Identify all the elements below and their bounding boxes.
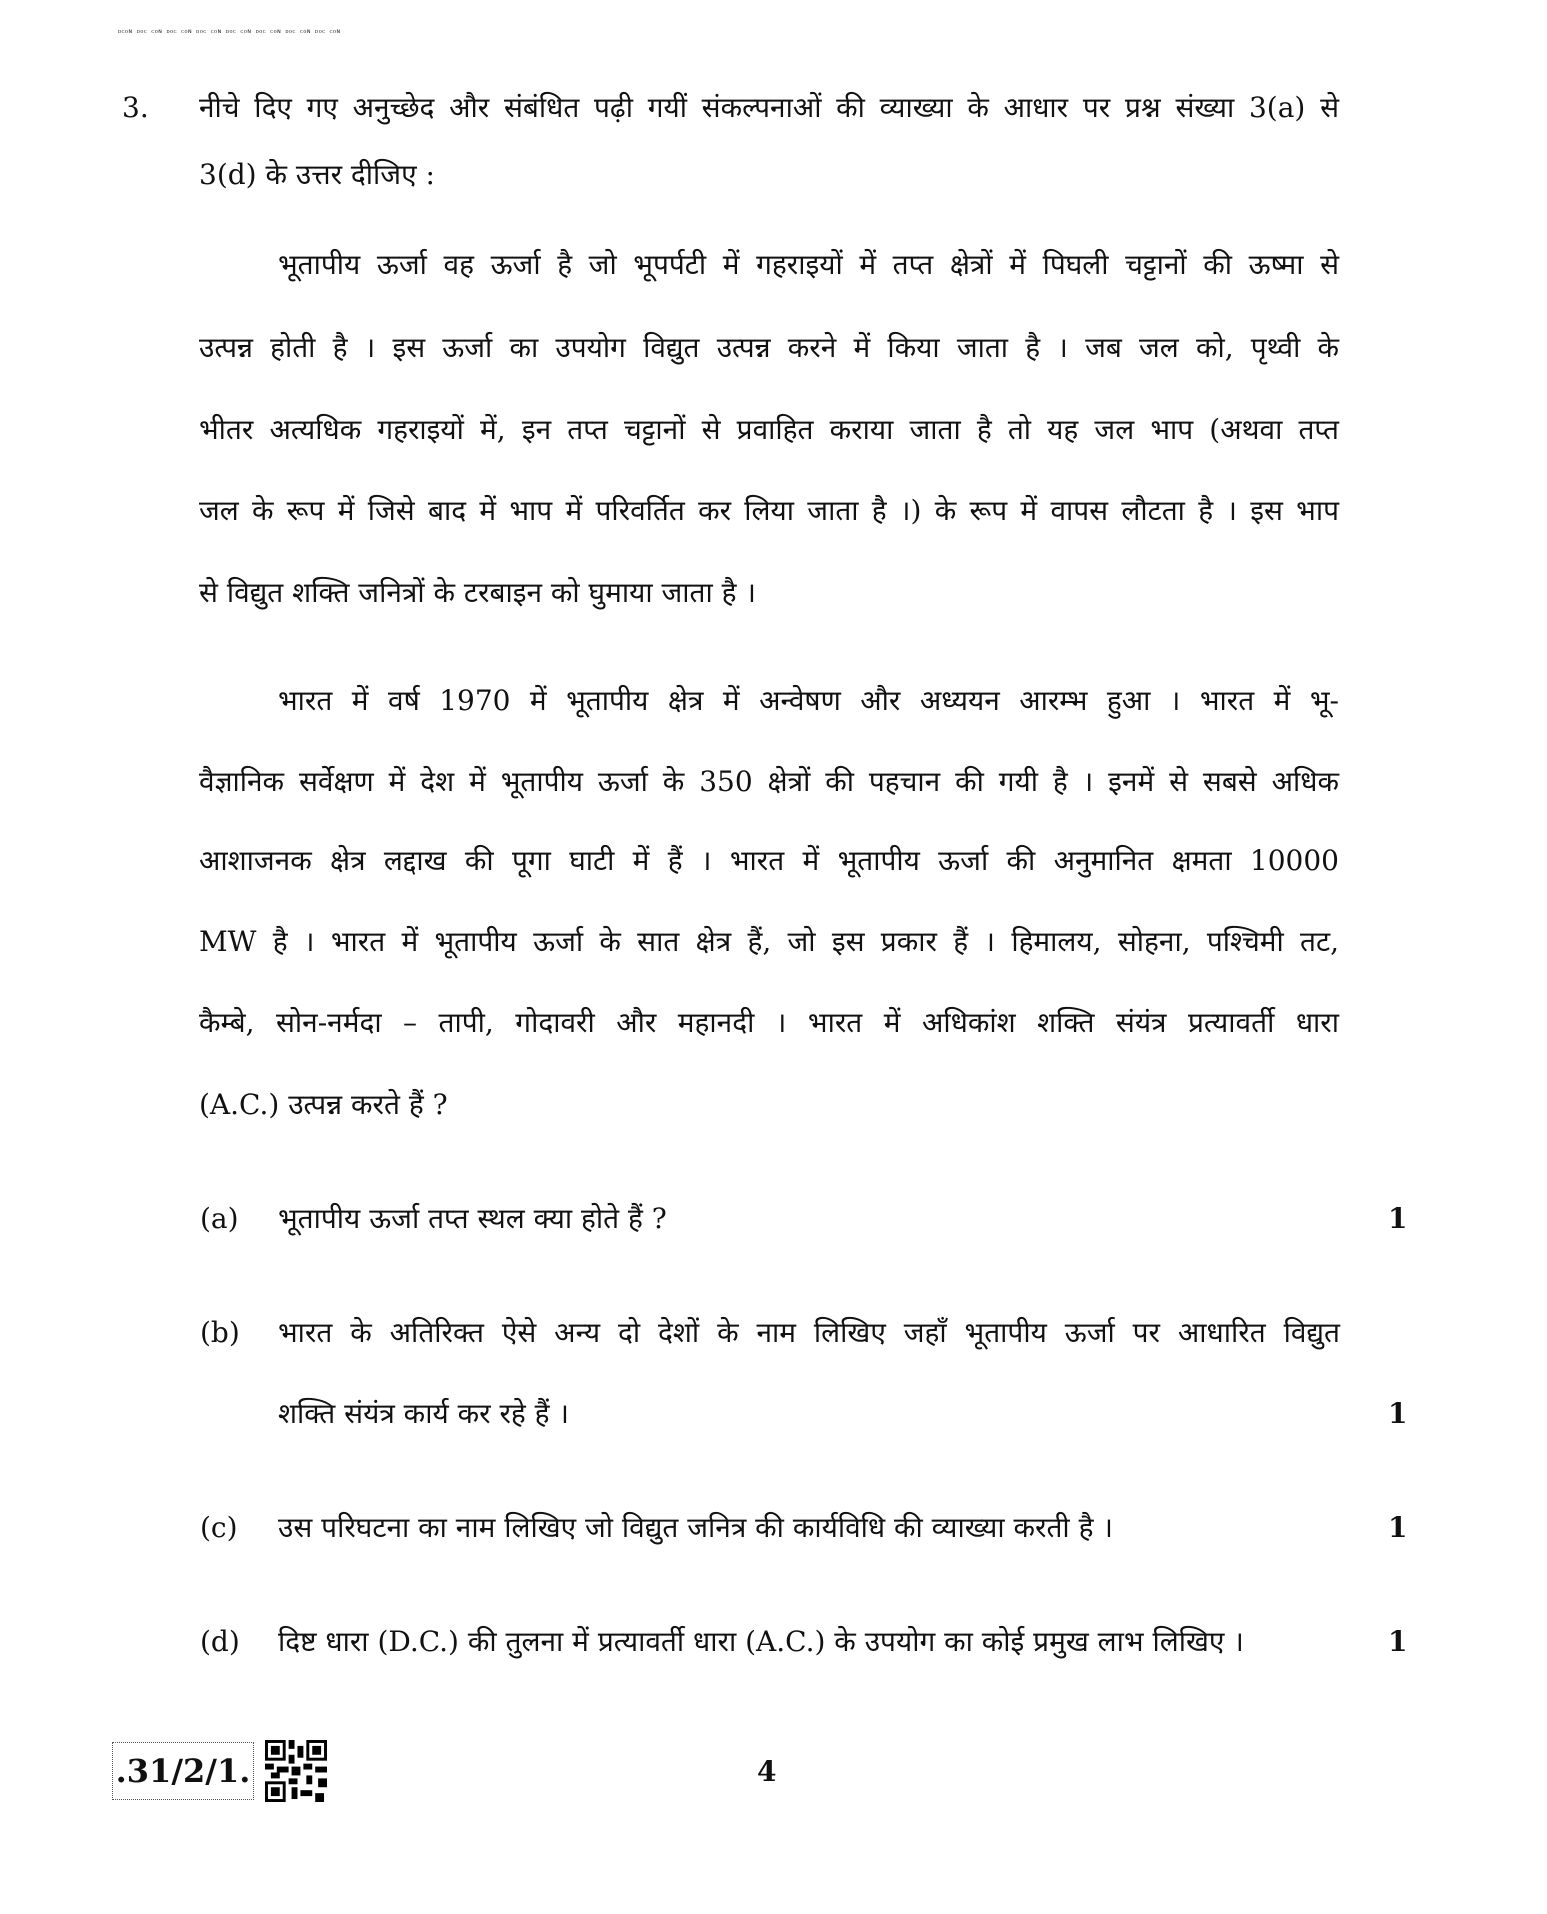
subquestion-c-label: (c) <box>200 1511 238 1544</box>
subquestion-c-marks: 1 <box>1388 1511 1408 1544</box>
intro-line: नीचे दिए गए अनुच्छेद और संबंधित पढ़ी गयीं संकल्पनाओं की व्याख्या के आधार पर प्रश्न संख्या 3(a) से <box>199 91 1339 124</box>
subquestion-d-marks: 1 <box>1388 1625 1408 1658</box>
subquestion-b-text: शक्ति संयंत्र कार्य कर रहे हैं । <box>278 1397 570 1430</box>
paragraph2-line: MW है । भारत में भूतापीय ऊर्जा के सात क्षेत्र हैं, जो इस प्रकार हैं । हिमालय, सोहना, पश्चिमी तट, <box>199 925 1339 958</box>
subquestion-b-label: (b) <box>200 1316 240 1349</box>
paragraph2-line: वैज्ञानिक सर्वेक्षण में देश में भूतापीय ऊर्जा के 350 क्षेत्रों की पहचान की गयी है । इनमें से सबसे अधिक <box>199 765 1339 798</box>
paragraph2-line: कैम्बे, सोन-नर्मदा – तापी, गोदावरी और महानदी । भारत में अधिकांश शक्ति संयंत्र प्रत्यावर्ती धारा <box>199 1006 1339 1039</box>
subquestion-d-label: (d) <box>200 1625 240 1658</box>
subquestion-a-marks: 1 <box>1388 1202 1408 1235</box>
page-number: 4 <box>757 1755 777 1788</box>
subquestion-b-marks: 1 <box>1388 1397 1408 1430</box>
paragraph1-line: से विद्युत शक्ति जनित्रों के टरबाइन को घुमाया जाता है । <box>199 576 756 609</box>
qr-code-icon <box>265 1740 327 1802</box>
paragraph1-line: भूतापीय ऊर्जा वह ऊर्जा है जो भूपर्पटी में गहराइयों में तप्त क्षेत्रों में पिघली चट्टानों की ऊष्मा से <box>278 248 1339 281</box>
subquestion-a-label: (a) <box>200 1202 239 1235</box>
subquestion-a-text: भूतापीय ऊर्जा तप्त स्थल क्या होते हैं ? <box>278 1202 667 1235</box>
subquestion-b-text: भारत के अतिरिक्त ऐसे अन्य दो देशों के नाम लिखिए जहाँ भूतापीय ऊर्जा पर आधारित विद्युत <box>278 1316 1340 1349</box>
paragraph1-line: जल के रूप में जिसे बाद में भाप में परिवर्तित कर लिया जाता है ।) के रूप में वापस लौटता है । इस भाप <box>199 494 1339 527</box>
paragraph2-line: (A.C.) उत्पन्न करते हैं ? <box>199 1088 448 1121</box>
paragraph1-line: उत्पन्न होती है । इस ऊर्जा का उपयोग विद्युत उत्पन्न करने में किया जाता है । जब जल को, पृथ्वी के <box>199 331 1339 364</box>
paragraph1-line: भीतर अत्यधिक गहराइयों में, इन तप्त चट्टानों से प्रवाहित कराया जाता है तो यह जल भाप (अथवा तप्त <box>199 413 1339 446</box>
subquestion-d-text: दिष्ट धारा (D.C.) की तुलना में प्रत्यावर्ती धारा (A.C.) के उपयोग का कोई प्रमुख लाभ लिखिए । <box>278 1625 1244 1658</box>
subquestion-c-text: उस परिघटना का नाम लिखिए जो विद्युत जनित्र की कार्यविधि की व्याख्या करती है । <box>278 1511 1113 1544</box>
paper-code: .31/2/1. <box>112 1742 254 1800</box>
question-number: 3. <box>122 91 149 124</box>
intro-line: 3(d) के उत्तर दीजिए : <box>199 158 435 191</box>
paragraph2-line: आशाजनक क्षेत्र लद्दाख की पूगा घाटी में हैं । भारत में भूतापीय ऊर्जा की अनुमानित क्षमता 10000 <box>199 844 1339 877</box>
paragraph2-line: भारत में वर्ष 1970 में भूतापीय क्षेत्र में अन्वेषण और अध्ययन आरम्भ हुआ । भारत में भू- <box>278 684 1339 717</box>
header-code-strip: ᴅᴄᴏɴ ᴅᴏᴄ ᴄᴏɴ ᴅᴏᴄ ᴄᴏɴ ᴅᴏᴄ ᴄᴏɴ ᴅᴏᴄ ᴄᴏɴ ᴅᴏᴄ ᴄᴏɴ ᴅᴏᴄ ᴄᴏɴ ᴅᴏᴄ ᴄᴏɴ <box>118 28 341 35</box>
